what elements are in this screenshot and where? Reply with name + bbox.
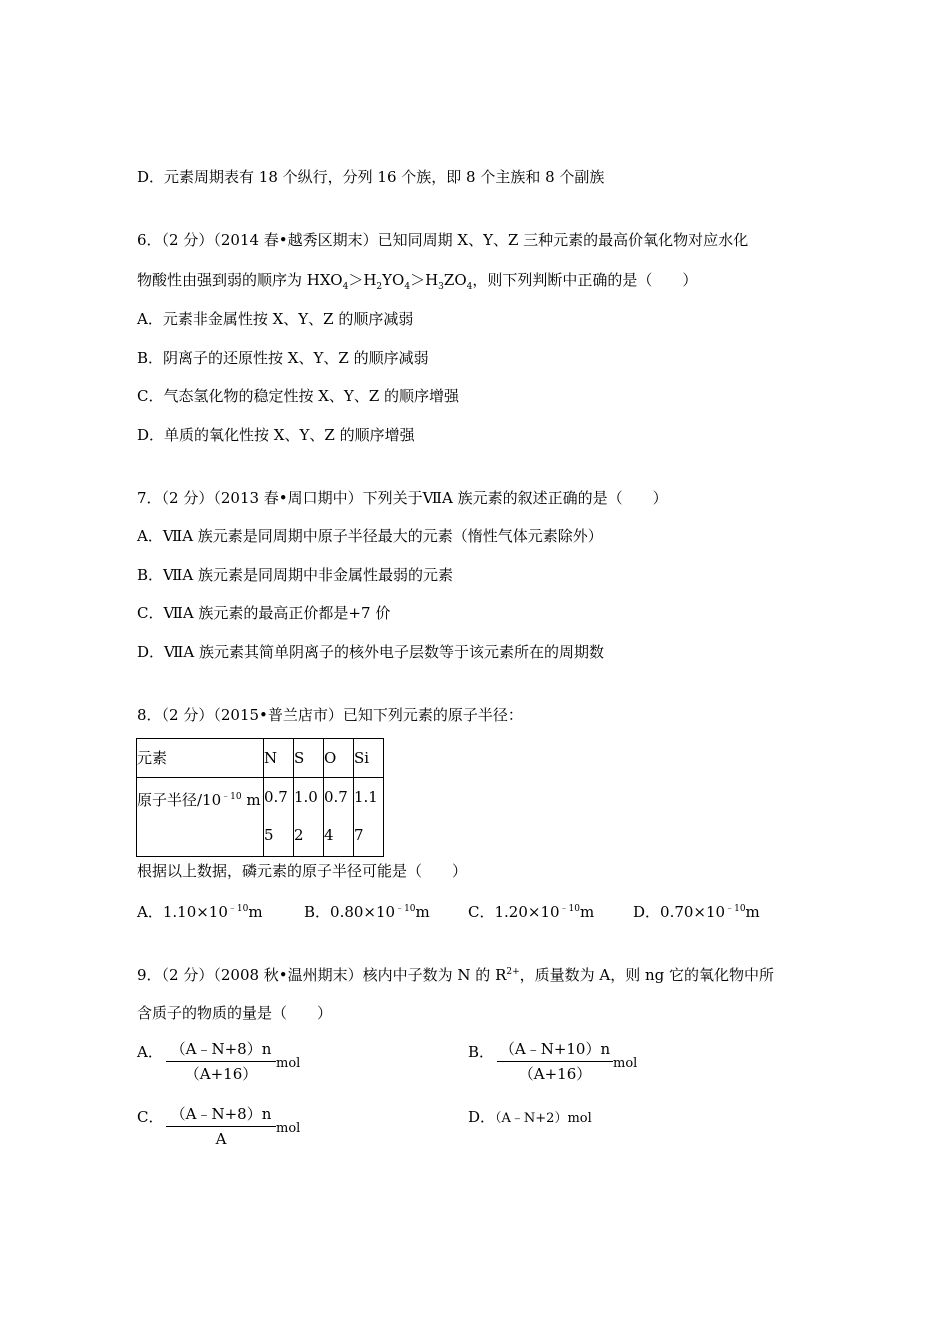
table-value-si: 1.1 7: [354, 778, 384, 857]
question-7-option-c: C．ⅦA 族元素的最高正价都是+7 价: [137, 604, 391, 622]
table-value-s: 1.0 2: [294, 778, 324, 857]
question-9-stem-line1: 9．（2 分）（2008 秋•温州期末）核内中子数为 N 的 $R^{2+}$，质量数为 A，则 ng 它的氧化物中所: [137, 966, 775, 984]
question-9-option-d: D．（A﹣N+2）mol: [468, 1108, 592, 1126]
table-element-s: S: [294, 739, 324, 778]
question-7-option-d: D．ⅦA 族元素其简单阴离子的核外电子层数等于该元素所在的周期数: [137, 643, 604, 661]
question-6-option-d: D．单质的氧化性按 X、Y、Z 的顺序增强: [137, 426, 415, 444]
question-8-stem: 8．（2 分）（2015•普兰店市）已知下列元素的原子半径：: [137, 706, 523, 724]
question-6-stem-prefix: 物酸性由强到弱的顺序为 HXO: [137, 271, 343, 289]
question-7-option-b: B．ⅦA 族元素是同周期中非金属性最弱的元素: [137, 566, 453, 584]
question-6-stem-line1: 6．（2 分）（2014 春•越秀区期末）已知同周期 X、Y、Z 三种元素的最高价氧化物对应水化: [137, 231, 749, 249]
question-8-option-b: B．$0.80\times 10^{﹣10}m$: [304, 903, 430, 921]
question-9-option-b-unit: mol: [613, 1056, 638, 1071]
question-7-option-a: A．ⅦA 族元素是同周期中原子半径最大的元素（惰性气体元素除外）: [137, 527, 603, 545]
question-9-option-c-fraction: （A﹣N+8）n A: [166, 1103, 276, 1150]
question-8-option-c: C．$1.20\times 10^{﹣10}m$: [468, 903, 595, 921]
question-6-stem-suffix: ，则下列判断中正确的是（ ）: [472, 271, 698, 289]
table-row: [137, 739, 384, 778]
question-9-stem-line2: 含质子的物质的量是（ ）: [137, 1004, 333, 1022]
question-6-option-c: C．气态氢化物的稳定性按 X、Y、Z 的顺序增强: [137, 387, 460, 405]
question-6-option-a: A．元素非金属性按 X、Y、Z 的顺序减弱: [137, 310, 414, 328]
question-9-option-c-label: C．: [137, 1108, 164, 1126]
question-9-option-b-label: B．: [468, 1043, 495, 1061]
table-element-si: Si: [354, 739, 384, 778]
table-value-o: 0.7 4: [324, 778, 354, 857]
atomic-radius-table: [136, 738, 384, 857]
table-row: [137, 778, 384, 857]
question-9-option-a-fraction: （A﹣N+8）n （A+16）: [166, 1038, 276, 1085]
table-row-label: 原子半径$/10^{﹣10}$ m: [137, 778, 264, 857]
question-8-option-d: D．$0.70\times 10^{﹣10}m$: [633, 903, 760, 921]
question-6-option-b: B．阴离子的还原性按 X、Y、Z 的顺序减弱: [137, 349, 429, 367]
question-9-option-a-unit: mol: [276, 1056, 301, 1071]
question-6-stem-line2: 物酸性由强到弱的顺序为 $HXO_4>H_2YO_4>H_3ZO_4$，则下列判断中正确的是（ ）: [137, 271, 698, 292]
table-header-label: 元素: [137, 739, 264, 778]
table-value-n: 0.7 5: [264, 778, 294, 857]
question-8-question: 根据以上数据，磷元素的原子半径可能是（ ）: [137, 862, 468, 880]
table-element-n: N: [264, 739, 294, 778]
question-8-option-a: A．$1.10\times 10^{﹣10}m$: [137, 903, 263, 921]
question-5-option-d: D．元素周期表有 18 个纵行，分列 16 个族，即 8 个主族和 8 个副族: [137, 168, 605, 186]
question-9-option-a-label: A．: [137, 1043, 163, 1061]
question-7-stem: 7．（2 分）（2013 春•周口期中）下列关于ⅦA 族元素的叙述正确的是（ ）: [137, 489, 668, 507]
question-9-option-b-fraction: （A﹣N+10）n （A+16）: [497, 1038, 613, 1085]
question-9-option-c-unit: mol: [276, 1121, 301, 1136]
table-element-o: O: [324, 739, 354, 778]
